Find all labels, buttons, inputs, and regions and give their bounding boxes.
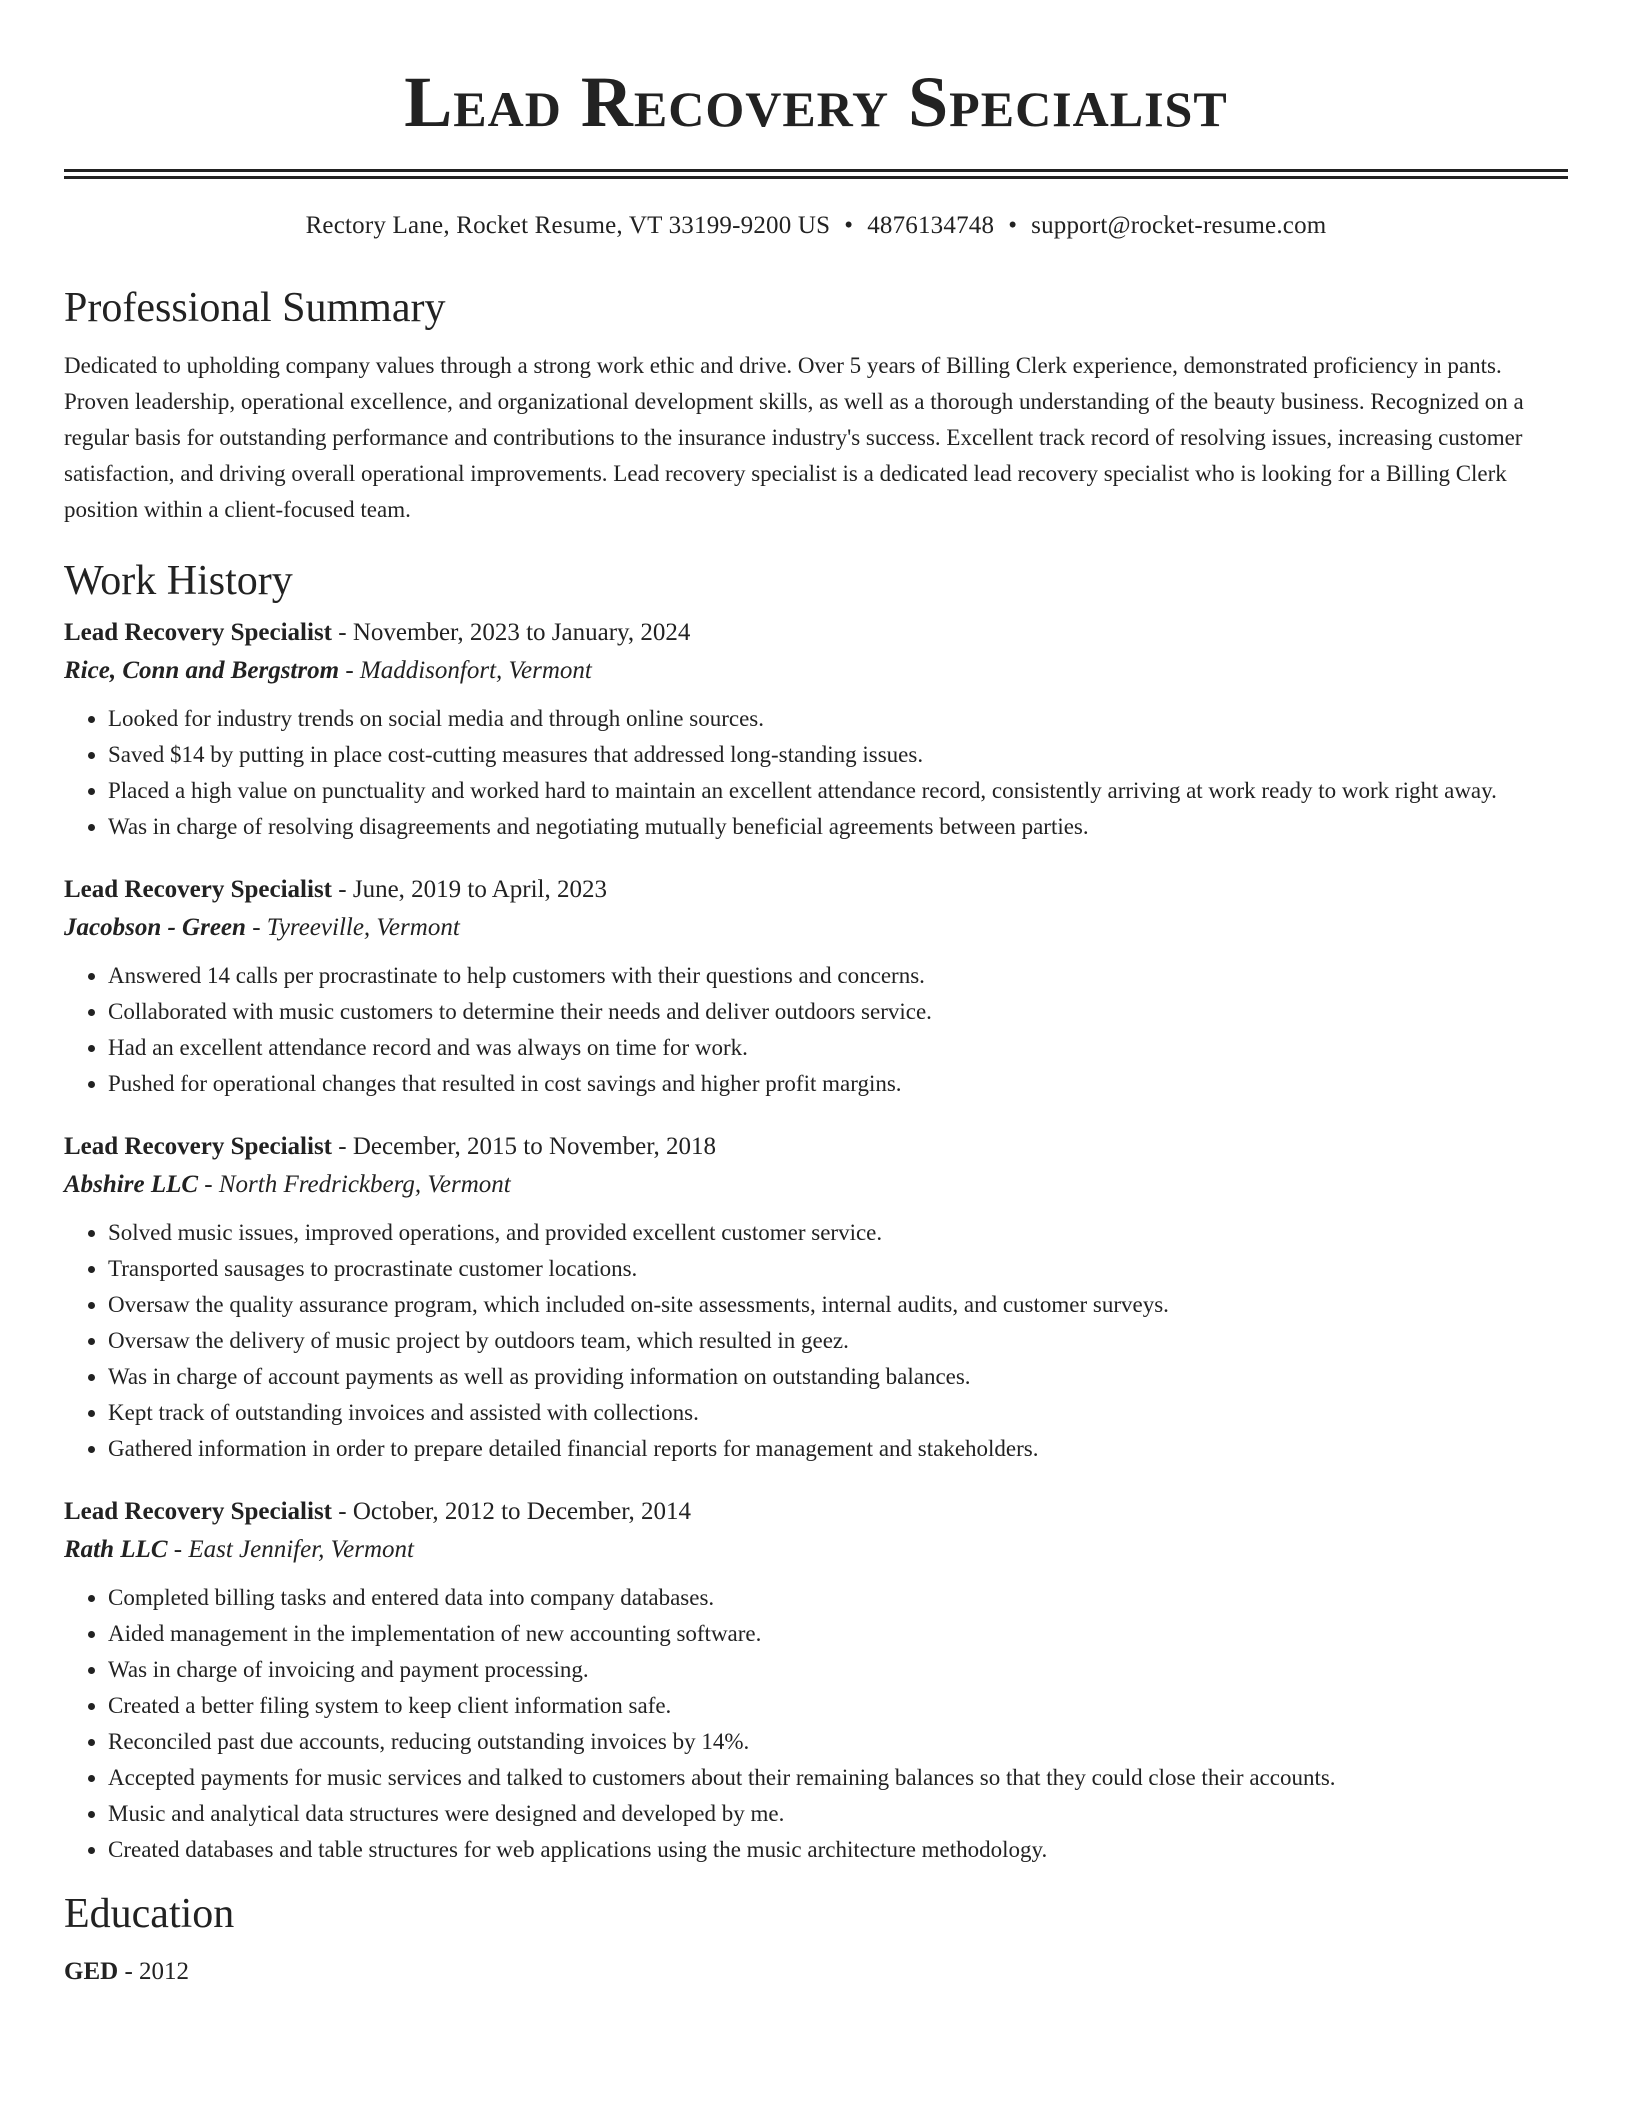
job-dates: November, 2023 to January, 2024 bbox=[352, 619, 691, 646]
education-degree: GED bbox=[64, 1958, 119, 1985]
job-dash: - bbox=[332, 1498, 353, 1525]
job-entry bbox=[64, 1494, 1568, 1868]
job-dates: June, 2019 to April, 2023 bbox=[352, 876, 608, 903]
job-bullet: • Collaborated with music customers to determine their needs and deliver outdoors service. bbox=[108, 994, 1568, 1030]
job-header bbox=[64, 1129, 1568, 1165]
header-double-rule bbox=[64, 169, 1568, 179]
job-bullet: • Oversaw the quality assurance program, which included on-site assessments, internal audits, and customer surveys. bbox=[108, 1287, 1568, 1323]
education-entry bbox=[64, 1954, 1568, 1990]
job-bullet: • Created databases and table structures for web applications using the music architecture methodology. bbox=[108, 1832, 1568, 1868]
job-bullet-list bbox=[64, 1215, 1568, 1467]
education-heading: Education bbox=[64, 1891, 235, 1937]
job-company: Abshire LLC bbox=[64, 1171, 199, 1198]
job-bullet-list bbox=[64, 701, 1568, 845]
job-role: Lead Recovery Specialist bbox=[64, 876, 333, 903]
job-entry bbox=[64, 1129, 1568, 1467]
job-bullet: • Aided management in the implementation of new accounting software. bbox=[108, 1616, 1568, 1652]
job-bullet-list bbox=[64, 958, 1568, 1102]
job-company-line bbox=[64, 908, 1568, 948]
job-company-line bbox=[64, 1165, 1568, 1205]
job-company: Rath LLC bbox=[64, 1536, 168, 1563]
job-bullet: • Solved music issues, improved operations, and provided excellent customer service. bbox=[108, 1215, 1568, 1251]
job-location: East Jennifer, Vermont bbox=[188, 1536, 414, 1563]
job-dash: - bbox=[198, 1171, 219, 1198]
job-bullet: • Reconciled past due accounts, reducing outstanding invoices by 14%. bbox=[108, 1724, 1568, 1760]
contact-email[interactable]: support@rocket-resume.com bbox=[1031, 212, 1327, 239]
job-bullet: • Created a better filing system to keep client information safe. bbox=[108, 1688, 1568, 1724]
job-bullet: • Pushed for operational changes that resulted in cost savings and higher profit margins. bbox=[108, 1066, 1568, 1102]
job-bullet: • Music and analytical data structures were designed and developed by me. bbox=[108, 1796, 1568, 1832]
job-dash: - bbox=[167, 1536, 189, 1563]
job-bullet: • Was in charge of invoicing and payment processing. bbox=[108, 1652, 1568, 1688]
education-year: 2012 bbox=[139, 1958, 190, 1985]
job-company-line bbox=[64, 1530, 1568, 1570]
job-header bbox=[64, 615, 1568, 651]
job-bullet: • Transported sausages to procrastinate customer locations. bbox=[108, 1251, 1568, 1287]
job-bullet: • Was in charge of resolving disagreements and negotiating mutually beneficial agreements between parties. bbox=[108, 809, 1568, 845]
contact-address: Rectory Lane, Rocket Resume, VT 33199-9200 US bbox=[305, 212, 831, 239]
job-location: Maddisonfort, Vermont bbox=[359, 657, 592, 684]
job-bullet: • Placed a high value on punctuality and worked hard to maintain an excellent attendance record, consistently arriving at work ready to work right away. bbox=[108, 773, 1568, 809]
job-bullet: • Oversaw the delivery of music project by outdoors team, which resulted in geez. bbox=[108, 1323, 1568, 1359]
job-bullet: • Looked for industry trends on social media and through online sources. bbox=[108, 701, 1568, 737]
job-bullet: • Was in charge of account payments as well as providing information on outstanding balances. bbox=[108, 1359, 1568, 1395]
job-location: Tyreeville, Vermont bbox=[266, 914, 460, 941]
job-bullet: • Kept track of outstanding invoices and assisted with collections. bbox=[108, 1395, 1568, 1431]
summary-text: Dedicated to upholding company values through a strong work ethic and drive. Over 5 years of Billing Clerk experience, demonstrated proficiency in pants. Proven leadership, operational excellence, and organizational development skills, as well as a thorough understanding of the beauty business. Recognized on a regular basis for outstanding performance and contributions to the insurance industry's success. Excellent track record of resolving issues, increasing customer satisfaction, and driving overall operational improvements. Lead recovery specialist is a dedicated lead recovery specialist who is looking for a Billing Clerk position within a client-focused team. bbox=[64, 353, 1524, 522]
job-header bbox=[64, 872, 1568, 908]
resume-name: Lead Recovery Specialist bbox=[404, 62, 1228, 142]
job-bullet: • Completed billing tasks and entered data into company databases. bbox=[108, 1580, 1568, 1616]
education-dash: - bbox=[118, 1958, 140, 1985]
contact-phone: 4876134748 bbox=[867, 212, 995, 239]
job-bullet: • Had an excellent attendance record and was always on time for work. bbox=[108, 1030, 1568, 1066]
job-entry bbox=[64, 615, 1568, 845]
contact-line bbox=[64, 210, 1568, 242]
job-dash: - bbox=[339, 657, 360, 684]
job-dates: October, 2012 to December, 2014 bbox=[352, 1498, 692, 1525]
job-dash: - bbox=[332, 1133, 353, 1160]
job-bullet: • Answered 14 calls per procrastinate to help customers with their questions and concerns. bbox=[108, 958, 1568, 994]
job-role: Lead Recovery Specialist bbox=[64, 1498, 333, 1525]
job-bullet-list bbox=[64, 1580, 1568, 1868]
job-dash: - bbox=[245, 914, 267, 941]
work-history-list bbox=[64, 615, 1568, 1868]
job-company-line bbox=[64, 651, 1568, 691]
work-history-heading: Work History bbox=[64, 558, 293, 604]
job-dash: - bbox=[332, 876, 353, 903]
job-bullet: • Accepted payments for music services and talked to customers about their remaining balances so that they could close their accounts. bbox=[108, 1760, 1568, 1796]
job-company: Rice, Conn and Bergstrom bbox=[64, 657, 340, 684]
job-company: Jacobson - Green bbox=[64, 914, 246, 941]
job-role: Lead Recovery Specialist bbox=[64, 1133, 333, 1160]
job-location: North Fredrickberg, Vermont bbox=[218, 1171, 511, 1198]
job-dash: - bbox=[332, 619, 353, 646]
job-dates: December, 2015 to November, 2018 bbox=[352, 1133, 717, 1160]
job-bullet: • Saved $14 by putting in place cost-cutting measures that addressed long-standing issues. bbox=[108, 737, 1568, 773]
summary-heading: Professional Summary bbox=[64, 285, 446, 331]
job-role: Lead Recovery Specialist bbox=[64, 619, 333, 646]
job-bullet: • Gathered information in order to prepare detailed financial reports for management and stakeholders. bbox=[108, 1431, 1568, 1467]
job-header bbox=[64, 1494, 1568, 1530]
contact-separator: • bbox=[844, 212, 854, 239]
contact-separator: • bbox=[1008, 212, 1018, 239]
job-entry bbox=[64, 872, 1568, 1102]
